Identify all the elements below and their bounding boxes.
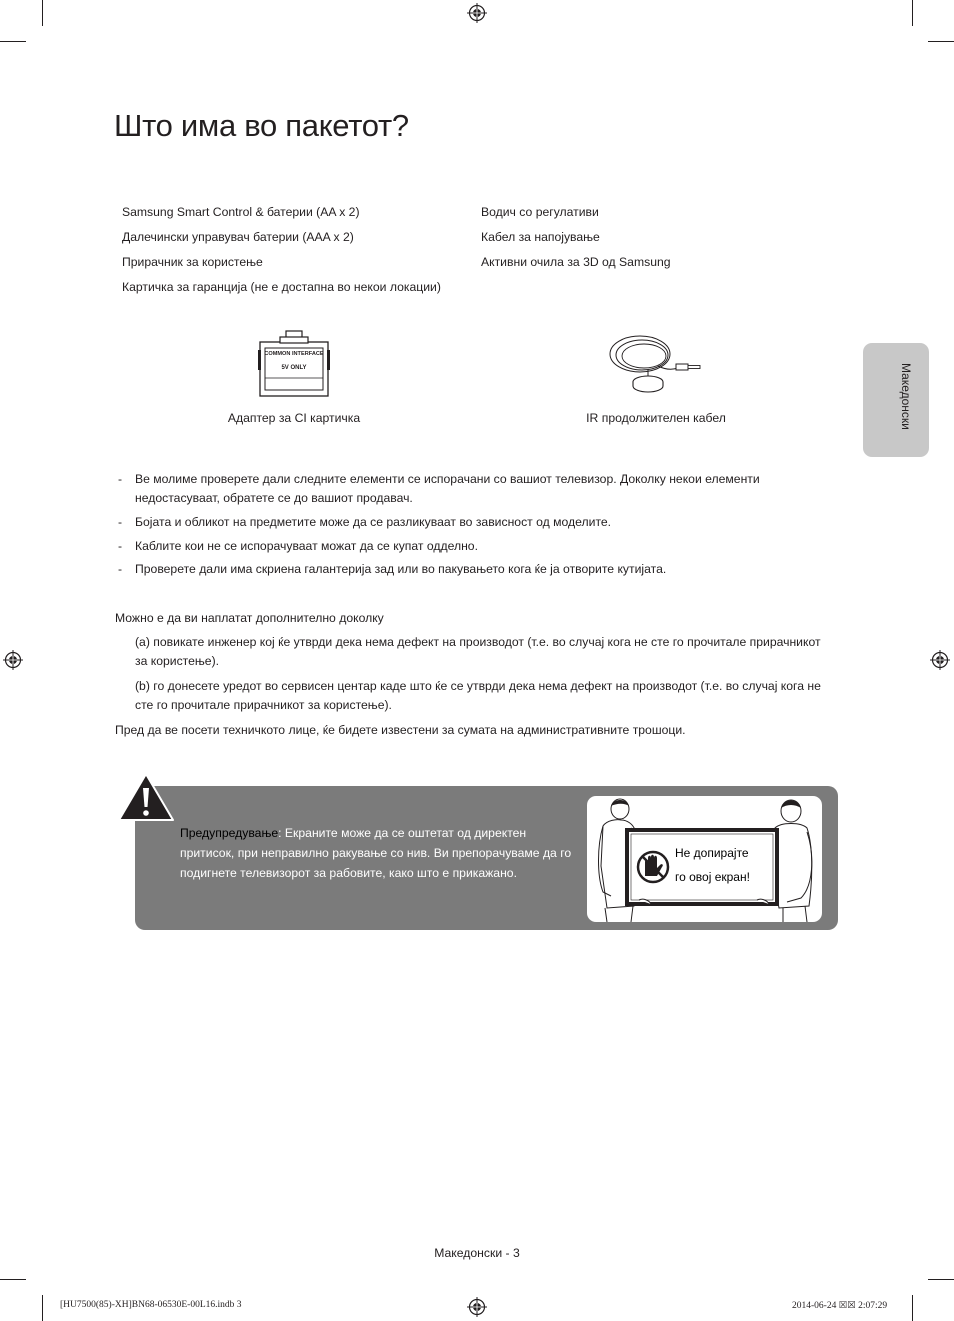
package-item: Кабел за напојување xyxy=(481,230,600,244)
footer-timestamp: 2014-06-24 ☒☒ 2:07:29 xyxy=(792,1301,888,1311)
crop-mark xyxy=(928,41,954,42)
ci-adapter-label: COMMON INTERFACE xyxy=(264,351,324,357)
tv-screen-warning-line2: го овој екран! xyxy=(675,870,750,884)
registration-mark-icon xyxy=(3,650,23,670)
carrying-tv-illustration xyxy=(587,796,822,922)
package-item: Samsung Smart Control & батерии (AA x 2) xyxy=(122,205,360,219)
registration-mark-icon xyxy=(467,3,487,23)
crop-mark xyxy=(912,1295,913,1321)
package-item: Активни очила за 3D од Samsung xyxy=(481,255,671,269)
ci-adapter-caption: Адаптер за CI картичка xyxy=(227,411,361,425)
tv-screen-warning-line1: Не допирајте xyxy=(675,846,749,860)
note-item xyxy=(118,470,838,510)
note-item xyxy=(118,560,838,580)
charges-item-a: (a) повикате инженер кој ќе утврди дека нема дефект на производот (т.е. во случај кога не сте го прочитале прирачникот за користење). xyxy=(135,635,821,668)
warning-triangle-icon xyxy=(117,772,175,822)
warning-text xyxy=(180,823,580,883)
language-side-tab-label: Македонски xyxy=(899,363,913,430)
crop-mark xyxy=(0,1279,26,1280)
page-title: Што има во пакетот? xyxy=(114,108,409,143)
warning-label: Предупредување xyxy=(180,826,279,840)
footer-file-info: [HU7500(85)-XH]BN68-06530E-00L16.indb 3 xyxy=(60,1300,242,1310)
language-side-tab xyxy=(863,343,929,457)
note-text: Бојата и обликот на предметите може да се разликуваат во зависност од моделите. xyxy=(135,515,612,529)
note-bullet: - xyxy=(118,472,123,486)
note-item xyxy=(118,513,838,533)
crop-mark xyxy=(42,1295,43,1321)
charges-intro: Можно е да ви наплатат дополнително доколку xyxy=(115,611,384,625)
charges-item-b: (b) го донесете уредот во сервисен центар каде што ќе се утврди дека нема дефект на производот (т.е. во случај кога не сте го прочитале прирачникот за користење). xyxy=(135,679,821,712)
note-text: Проверете дали има скриена галантерија зад или во пакувањето кога ќе ја отворите кутијата. xyxy=(135,562,667,576)
package-item: Картичка за гаранција (не е достапна во некои локации) xyxy=(122,280,441,294)
crop-mark xyxy=(42,0,43,26)
note-bullet: - xyxy=(118,539,123,553)
crop-mark xyxy=(928,1279,954,1280)
ir-cable-caption: IR продолжителен кабел xyxy=(586,411,726,425)
note-text: Ве молиме проверете дали следните елементи се испорачани со вашиот телевизор. Доколку некои елементи недостасуваат, обратете се до вашиот продавач. xyxy=(135,472,760,505)
note-item xyxy=(118,537,838,557)
page-number: Македонски - 3 xyxy=(434,1246,520,1260)
registration-mark-icon xyxy=(930,650,950,670)
ci-adapter-label: 5V ONLY xyxy=(281,365,307,371)
note-text: Каблите кои не се испорачуваат можат да се купат одделно. xyxy=(135,539,478,553)
note-bullet: - xyxy=(118,562,123,576)
ir-extension-cable-icon xyxy=(606,328,706,398)
package-item: Далечински управувач батерии (AAA x 2) xyxy=(122,230,354,244)
package-item: Водич со регулативи xyxy=(481,205,599,219)
registration-mark-icon xyxy=(467,1297,487,1317)
crop-mark xyxy=(0,41,26,42)
warning-body: : Екраните може да се оштетат од директен притисок, при неправилно ракување со нив. Ви препорачуваме да го подигнете телевизорот за рабовите, како што е прикажано. xyxy=(180,826,572,880)
package-item: Прирачник за користење xyxy=(122,255,263,269)
ci-card-adapter-icon xyxy=(258,330,330,398)
crop-mark xyxy=(912,0,913,26)
charges-outro: Пред да ве посети техничкото лице, ќе бидете известени за сумата на административните трошоци. xyxy=(115,723,686,737)
note-bullet: - xyxy=(118,515,123,529)
